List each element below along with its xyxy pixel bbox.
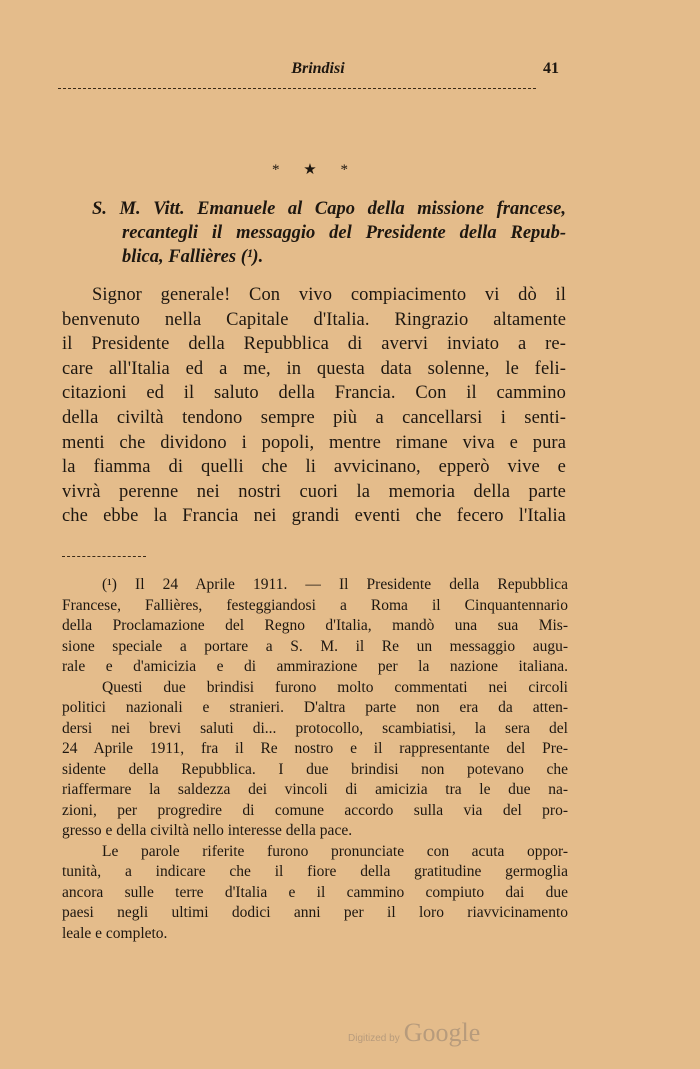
text-line: vivrà perenne nei nostri cuori la memoria della parte xyxy=(62,481,566,502)
text-line: S. M. Vitt. Emanuele al Capo della missione francese, xyxy=(92,199,566,219)
text-line: sidente della Repubblica. I due brindisi non potevano che xyxy=(62,760,568,778)
header-rule xyxy=(58,88,536,89)
text-line: blica, Fallières (¹). xyxy=(122,247,264,267)
text-line: riaffermare la saldezza dei vincoli di amicizia tra le due na- xyxy=(62,781,568,798)
footnote-rule xyxy=(62,556,146,557)
page-number: 41 xyxy=(543,60,559,77)
text-line: dersi nei brevi saluti di... protocollo, scambiatisi, la sera del xyxy=(62,719,568,737)
text-line: care all'Italia ed a me, in questa data solenne, le feli- xyxy=(62,358,566,379)
text-line: gresso e della civiltà nello interesse della pace. xyxy=(62,822,353,839)
text-line: recantegli il messaggio del Presidente della Repub- xyxy=(122,223,566,243)
text-line: Questi due brindisi furono molto commentati nei circoli xyxy=(102,678,568,696)
text-line: menti che dividono i popoli, mentre rimane viva e pura xyxy=(62,432,566,453)
text-line: citazioni ed il saluto della Francia. Con il cammino xyxy=(62,383,566,404)
text-line: leale e completo. xyxy=(62,924,168,942)
watermark-prefix: Digitized by xyxy=(348,1033,400,1044)
text-line: Francese, Fallières, festeggiandosi a Roma il Cinquantennario xyxy=(62,596,568,614)
digitized-by-google-watermark xyxy=(348,1018,480,1048)
text-line: il Presidente della Repubblica di avervi inviato a re- xyxy=(62,334,566,355)
text-line: della Proclamazione del Regno d'Italia, mandò una sua Mis- xyxy=(62,617,568,634)
text-line: 24 Aprile 1911, fra il Re nostro e il rappresentante del Pre- xyxy=(62,740,568,757)
section-ornament: * ★ * xyxy=(272,162,358,178)
text-line: della civiltà tendono sempre più a cancellarsi i senti- xyxy=(62,408,566,428)
text-line: zioni, per progredire di comune accordo sulla via del pro- xyxy=(62,801,568,819)
text-line: tunità, a indicare che il fiore della gratitudine germoglia xyxy=(62,863,568,880)
text-line: che ebbe la Francia nei grandi eventi che fecero l'Italia xyxy=(62,506,566,527)
text-line: Le parole riferite furono pronunciate con acuta oppor- xyxy=(102,842,568,860)
text-line: sione speciale a portare a S. M. il Re un messaggio augu- xyxy=(62,637,568,655)
text-line: benvenuto nella Capitale d'Italia. Ringrazio altamente xyxy=(62,309,566,330)
text-line: rale e d'amicizia e di ammirazione per la nazione italiana. xyxy=(62,658,568,675)
text-line: politici nazionali e stranieri. D'altra parte non era da atten- xyxy=(62,699,568,716)
text-line: paesi negli ultimi dodici anni per il loro riavvicinamento xyxy=(62,904,568,921)
text-line: (¹) Il 24 Aprile 1911. — Il Presidente della Repubblica xyxy=(102,576,568,593)
text-line: ancora sulle terre d'Italia e il cammino compiuto dai due xyxy=(62,883,568,901)
running-head: Brindisi xyxy=(291,60,345,77)
text-line: la fiamma di quelli che li avvicinano, epperò vive e xyxy=(62,457,566,478)
text-line: Signor generale! Con vivo compiacimento vi dò il xyxy=(92,285,566,305)
google-logo: Google xyxy=(403,1018,481,1047)
